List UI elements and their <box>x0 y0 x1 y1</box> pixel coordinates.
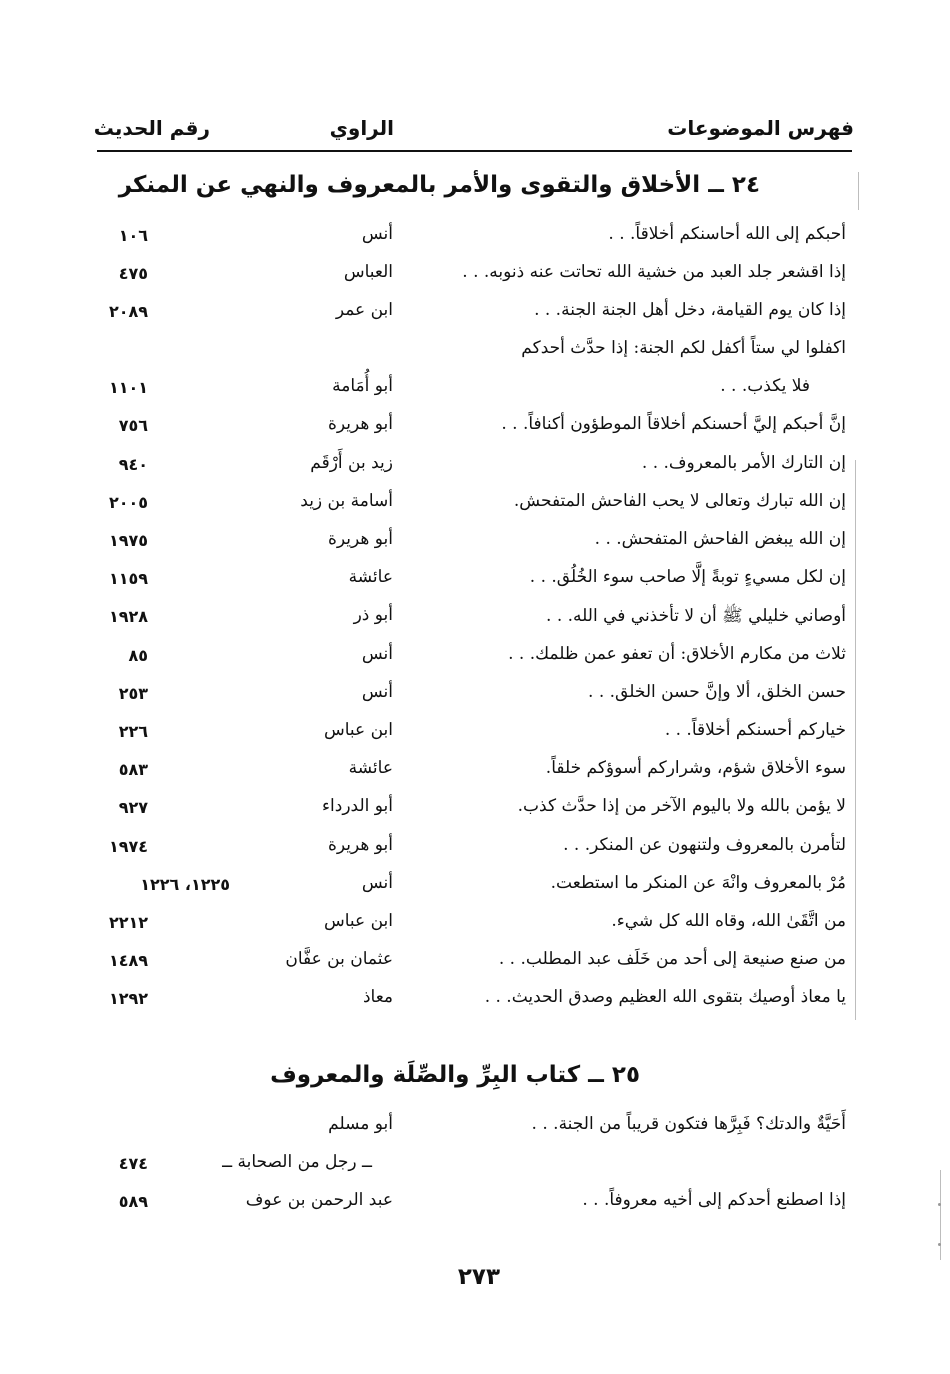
hadith-text: إذا اصطنع أحدكم إلى أخيه معروفاً. . . <box>582 1190 846 1210</box>
hadith-text: مُرْ بالمعروف وانْهَ عن المنكر ما استطعت. <box>550 873 846 893</box>
hadith-text: ثلاث من مكارم الأخلاق: أن تعفو عمن ظلمك. . . <box>508 644 846 664</box>
hadith-text: إذا كان يوم القيامة، دخل أهل الجنة الجنة. . . <box>534 300 846 320</box>
hadith-number: ٢٢٦ <box>118 722 148 741</box>
hadith-number: ٥٨٣ <box>118 760 148 779</box>
scan-line-mark <box>855 460 856 1020</box>
hadith-text: سوء الأخلاق شؤم، وشراركم أسوؤكم خلقاً. <box>545 758 846 778</box>
narrator-name: ابن عباس <box>323 911 393 931</box>
narrator-name: أبو مسلم <box>328 1114 393 1134</box>
hadith-number: ١٩٢٨ <box>108 607 148 626</box>
hadith-text: اكفلوا لي ستاً أكفل لكم الجنة: إذا حدَّث أحدكم <box>521 338 846 358</box>
hadith-number: ١٢٢٥، ١٢٢٦ <box>140 875 230 894</box>
hadith-number: ١١٥٩ <box>108 569 148 588</box>
narrator-name: زيد بن أَرْقَم <box>310 453 393 473</box>
hadith-text: لا يؤمن بالله ولا باليوم الآخر من إذا حدَّث كذب. <box>517 796 846 816</box>
hadith-text: خياركم أحسنكم أخلاقاً. . . <box>664 720 846 740</box>
header-hadith-number: رقم الحديث <box>93 116 210 140</box>
hadith-text: إن لكل مسيءٍ توبةً إلَّا صاحب سوء الخُلُق. . . <box>529 567 846 587</box>
hadith-text: من اتَّقَىٰ الله، وقاه الله كل شيء. <box>611 911 846 931</box>
hadith-number: ١٤٨٩ <box>108 951 148 970</box>
narrator-name: معاذ <box>362 987 393 1007</box>
narrator-name: أبو هريرة <box>327 529 393 549</box>
narrator-name: أسامة بن زيد <box>300 491 393 511</box>
hadith-text: إن الله تبارك وتعالى لا يحب الفاحش المتفحش. <box>513 491 846 511</box>
narrator-name: أبو الدرداء <box>322 796 393 816</box>
hadith-number: ٢٢١٢ <box>108 913 148 932</box>
narrator-name: عائشة <box>348 758 393 778</box>
hadith-text: أحبكم إلى الله أحاسنكم أخلاقاً. . . <box>608 224 846 244</box>
hadith-text: إنَّ أحبكم إليَّ أحسنكم أخلاقاً الموطؤون أكنافاً. . . <box>501 414 846 434</box>
scan-line-mark <box>858 172 859 210</box>
narrator-name: عثمان بن عفَّان <box>285 949 393 969</box>
section-title: ٢٥ ــ كتاب البِرِّ والصِّلَة والمعروف <box>270 1062 640 1088</box>
scan-line-mark <box>940 1170 941 1260</box>
narrator-name: عائشة <box>348 567 393 587</box>
hadith-text: أوصاني خليلي ﷺ أن لا تأخذني في الله. . . <box>546 606 846 626</box>
narrator-name: أبو ذر <box>353 605 393 625</box>
hadith-number: ٤٧٥ <box>118 264 148 283</box>
scan-speck <box>938 1203 941 1206</box>
hadith-text: لتأمرن بالمعروف ولتنهون عن المنكر. . . <box>563 835 846 855</box>
hadith-number: ٧٥٦ <box>118 416 148 435</box>
hadith-number: ٢٠٨٩ <box>108 302 148 321</box>
hadith-number: ١٠٦ <box>118 226 148 245</box>
hadith-number: ٩٤٠ <box>118 455 148 474</box>
header-index-title: فهرس الموضوعات <box>667 116 854 140</box>
header-rule <box>97 150 852 152</box>
narrator-name: أنس <box>361 224 393 244</box>
narrator-name: أنس <box>361 644 393 664</box>
hadith-number: ١٩٧٥ <box>108 531 148 550</box>
narrator-name: أبو أُمَامة <box>332 376 393 396</box>
narrator-name: ابن عمر <box>335 300 393 320</box>
hadith-number: ٨٥ <box>128 646 148 665</box>
section-title: ٢٤ ــ الأخلاق والتقوى والأمر بالمعروف والنهي عن المنكر <box>118 172 760 198</box>
hadith-text: من صنع صنيعة إلى أحد من خَلَف عبد المطلب. . . <box>498 949 846 969</box>
hadith-number: ١٢٩٢ <box>108 989 148 1008</box>
hadith-text: إن الله يبغض الفاحش المتفحش. . . <box>594 529 846 549</box>
narrator-name: أبو هريرة <box>327 414 393 434</box>
narrator-name: ابن عباس <box>323 720 393 740</box>
hadith-text: حسن الخلق، ألا وإنَّ حسن الخلق. . . <box>588 682 846 702</box>
hadith-text: إذا اقشعر جلد العبد من خشية الله تحاتت عنه ذنوبه. . . <box>462 262 846 282</box>
hadith-number: ١١٠١ <box>108 378 148 397</box>
hadith-number: ١٩٧٤ <box>108 837 148 856</box>
narrator-name: أنس <box>361 873 393 893</box>
hadith-number: ٥٨٩ <box>118 1192 148 1211</box>
hadith-text: يا معاذ أوصيك بتقوى الله العظيم وصدق الحديث. . . <box>484 987 846 1007</box>
narrator-name-continuation: ــ رجل من الصحابة ــ <box>222 1152 372 1172</box>
narrator-name: عبد الرحمن بن عوف <box>245 1190 393 1210</box>
hadith-number: ٢٥٣ <box>118 684 148 703</box>
narrator-name: أنس <box>361 682 393 702</box>
header-narrator: الراوي <box>329 116 394 140</box>
narrator-name: العباس <box>343 262 393 282</box>
scan-speck <box>938 1243 941 1246</box>
hadith-number: ٤٧٤ <box>118 1154 148 1173</box>
narrator-name: أبو هريرة <box>327 835 393 855</box>
hadith-number: ٢٠٠٥ <box>108 493 148 512</box>
hadith-number: ٩٢٧ <box>118 798 148 817</box>
hadith-text: أَحَيَّةٌ والدتك؟ فَبِرَّها فتكون قريباً من الجنة. . . <box>531 1114 846 1134</box>
page-number: ٢٧٣ <box>457 1264 500 1290</box>
hadith-text-continuation: فلا يكذب. . . <box>720 376 810 396</box>
hadith-text: إن التارك الأمر بالمعروف. . . <box>641 453 846 473</box>
